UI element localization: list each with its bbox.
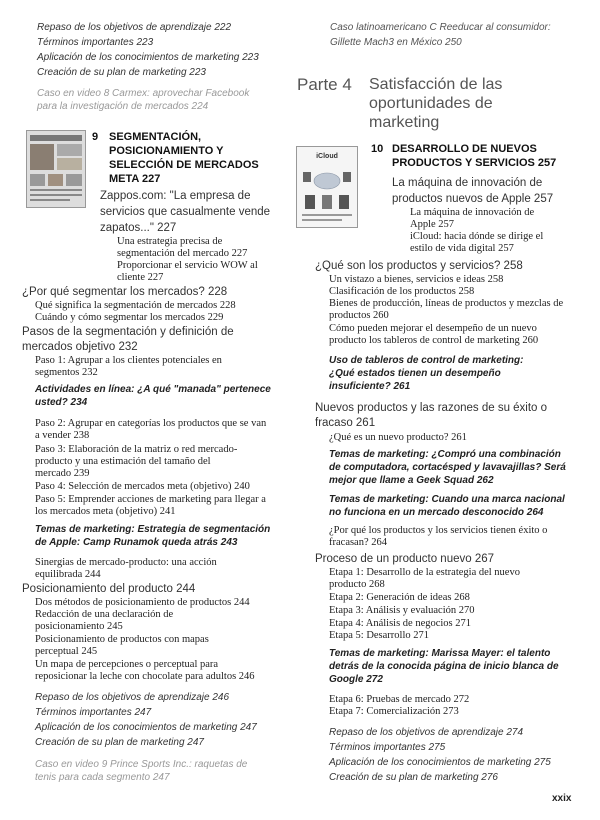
toc-subsection: Qué significa la segmentación de mercados 228 xyxy=(35,300,236,311)
icloud-page-image xyxy=(297,147,357,227)
toc-section: mercados objetivo 232 xyxy=(22,341,138,353)
toc-subsection: equilibrada 244 xyxy=(35,569,101,580)
chapter-opening-subentry: cliente 227 xyxy=(117,272,164,283)
toc-subsection: posicionamiento 245 xyxy=(35,621,123,632)
toc-subsection: Clasificación de los productos 258 xyxy=(329,286,475,297)
video-case-entry: para la investigación de mercados 224 xyxy=(37,101,209,112)
toc-recap-item: Repaso de los objetivos de aprendizaje 246 xyxy=(35,692,230,703)
part-title-line: oportunidades de xyxy=(369,95,493,112)
toc-subsection: Etapa 2: Generación de ideas 268 xyxy=(329,592,470,603)
toc-subsection: ¿Por qué los productos y los servicios tienen éxito o xyxy=(329,525,548,536)
toc-subsection: ¿Qué es un nuevo producto? 261 xyxy=(329,432,467,443)
toc-subsection: Etapa 1: Desarrollo de la estrategia del nuevo xyxy=(329,567,520,578)
toc-feature: usted? 234 xyxy=(35,397,88,408)
video-case-entry: Caso en video 9 Prince Sports Inc.: raquetas de xyxy=(35,759,248,770)
chapter-number: 9 xyxy=(92,131,99,143)
toc-subsection: productos 260 xyxy=(329,310,389,321)
toc-section: ¿Qué son los productos y servicios? 258 xyxy=(315,260,523,272)
toc-feature: de Apple: Camp Runamok queda atrás 243 xyxy=(35,537,238,548)
toc-subsection: Etapa 6: Pruebas de mercado 272 xyxy=(329,694,470,705)
toc-subsection: los mercados meta (objetivo) 241 xyxy=(35,506,176,517)
toc-feature: ¿Qué estados tienen un desempeño xyxy=(329,368,501,379)
latin-case-entry: Gillette Mach3 en México 250 xyxy=(330,37,462,48)
toc-section: Pasos de la segmentación y definición de xyxy=(22,326,234,338)
video-case-entry: tenis para cada segmento 247 xyxy=(35,772,170,783)
toc-subsection: Etapa 4: Análisis de negocios 271 xyxy=(329,618,472,629)
toc-feature: Temas de marketing: Marissa Mayer: el talento xyxy=(329,648,551,659)
toc-subsection: Paso 5: Emprender acciones de marketing para llegar a xyxy=(35,494,266,505)
toc-feature: Actividades en línea: ¿A qué "manada" pertenece xyxy=(35,384,271,395)
toc-subsection: segmentos 232 xyxy=(35,367,98,378)
toc-subsection: Un vistazo a bienes, servicios e ideas 258 xyxy=(329,274,504,285)
chapter-number: 10 xyxy=(371,143,384,155)
toc-subsection: producto los tableros de control de marketing 260 xyxy=(329,335,539,346)
toc-recap-item: Términos importantes 223 xyxy=(37,37,154,48)
chapter-opening-line: zapatos..." 227 xyxy=(100,222,177,234)
toc-recap-item: Aplicación de los conocimientos de marketing 223 xyxy=(37,52,259,63)
chapter-title-line: POSICIONAMIENTO Y xyxy=(109,145,224,157)
toc-subsection: Redacción de una declaración de xyxy=(35,609,174,620)
chapter-opening-subentry: Una estrategia precisa de xyxy=(117,236,223,247)
toc-section: Posicionamiento del producto 244 xyxy=(22,583,196,595)
toc-subsection: perceptual 245 xyxy=(35,646,98,657)
toc-feature: Uso de tableros de control de marketing: xyxy=(329,355,524,366)
chapter-opening-subentry: Apple 257 xyxy=(410,219,455,230)
toc-recap-item: Repaso de los objetivos de aprendizaje 274 xyxy=(329,727,524,738)
toc-subsection: Paso 1: Agrupar a los clientes potenciales en xyxy=(35,355,222,366)
toc-feature: Temas de marketing: ¿Compró una combinación xyxy=(329,449,561,460)
toc-feature: mejor que llame a Geek Squad 262 xyxy=(329,475,494,486)
toc-feature: Temas de marketing: Estrategia de segmentación xyxy=(35,524,271,535)
part-title-line: Satisfacción de las xyxy=(369,76,503,93)
toc-subsection: producto 268 xyxy=(329,579,385,590)
toc-recap-item: Términos importantes 247 xyxy=(35,707,152,718)
toc-feature: detrás de la conocida página de inicio blanca de xyxy=(329,661,559,672)
chapter-opening-subentry: iCloud: hacia dónde se dirige el xyxy=(410,231,544,242)
toc-subsection: Paso 3: Elaboración de la matriz o red mercado- xyxy=(35,444,238,455)
part-title-line: marketing xyxy=(369,114,440,131)
toc-subsection: fracasan? 264 xyxy=(329,537,388,548)
chapter-opening-line: servicios que casualmente vende xyxy=(100,206,271,218)
chapter-opening-subentry: Proporcionar el servicio WOW al xyxy=(117,260,258,271)
toc-subsection: Posicionamiento de productos con mapas xyxy=(35,634,209,645)
chapter-opening-subentry: estilo de vida digital 257 xyxy=(410,243,514,254)
video-case-entry: Caso en video 8 Carmex: aprovechar Facebook xyxy=(37,88,250,99)
toc-subsection: producto y una estimación del tamaño del xyxy=(35,456,211,467)
toc-subsection: mercado 239 xyxy=(35,468,90,479)
toc-subsection: Cuándo y cómo segmentar los mercados 229 xyxy=(35,312,224,323)
toc-feature: no funciona en un mercado desconocido 264 xyxy=(329,507,544,518)
toc-section: fracaso 261 xyxy=(315,417,376,429)
chapter-opening-subentry: segmentación del mercado 227 xyxy=(117,248,248,259)
chapter-opening-line: La máquina de innovación de xyxy=(392,177,543,189)
toc-recap-item: Creación de su plan de marketing 223 xyxy=(37,67,206,78)
chapter-10-thumbnail xyxy=(296,146,358,228)
latin-case-entry: Caso latinoamericano C Reeducar al consumidor: xyxy=(330,22,551,33)
toc-recap-item: Aplicación de los conocimientos de marketing 275 xyxy=(329,757,551,768)
toc-subsection: Un mapa de percepciones o perceptual para xyxy=(35,659,219,670)
chapter-title-line: PRODUCTOS Y SERVICIOS 257 xyxy=(392,157,557,169)
chapter-opening-line: Zappos.com: "La empresa de xyxy=(100,190,251,202)
toc-subsection: Etapa 5: Desarrollo 271 xyxy=(329,630,430,641)
toc-subsection: Paso 4: Selección de mercados meta (objetivo) 240 xyxy=(35,481,250,492)
chapter-opening-line: productos nuevos de Apple 257 xyxy=(392,193,554,205)
toc-feature: insuficiente? 261 xyxy=(329,381,411,392)
toc-feature: Google 272 xyxy=(329,674,383,685)
zappos-page-image xyxy=(27,131,85,207)
toc-recap-item: Creación de su plan de marketing 276 xyxy=(329,772,498,783)
toc-subsection: Etapa 7: Comercialización 273 xyxy=(329,706,459,717)
chapter-9-thumbnail xyxy=(26,130,86,208)
chapter-title-line: SEGMENTACIÓN, xyxy=(109,131,202,143)
toc-subsection: Etapa 3: Análisis y evaluación 270 xyxy=(329,605,475,616)
toc-recap-item: Creación de su plan de marketing 247 xyxy=(35,737,204,748)
toc-recap-item: Términos importantes 275 xyxy=(329,742,446,753)
toc-subsection: Bienes de producción, líneas de productos y mezclas de xyxy=(329,298,564,309)
toc-recap-item: Aplicación de los conocimientos de marketing 247 xyxy=(35,722,257,733)
toc-section: ¿Por qué segmentar los mercados? 228 xyxy=(22,286,228,298)
chapter-title-line: META 227 xyxy=(109,173,161,185)
page-number: xxix xyxy=(552,793,572,804)
toc-subsection: reposicionar la leche con chocolate para adultos 246 xyxy=(35,671,255,682)
toc-subsection: a vender 238 xyxy=(35,430,90,441)
toc-subsection: Paso 2: Agrupar en categorías los productos que se van xyxy=(35,418,267,429)
toc-recap-item: Repaso de los objetivos de aprendizaje 222 xyxy=(37,22,232,33)
part-label: Parte 4 xyxy=(297,75,352,94)
toc-feature: Temas de marketing: Cuando una marca nacional xyxy=(329,494,565,505)
toc-feature: de computadora, cortacésped y lavavajillas? Será xyxy=(329,462,566,473)
toc-section: Proceso de un producto nuevo 267 xyxy=(315,553,495,565)
toc-subsection: Sinergias de mercado-producto: una acción xyxy=(35,557,217,568)
chapter-title-line: SELECCIÓN DE MERCADOS xyxy=(109,159,259,171)
chapter-title-line: DESARROLLO DE NUEVOS xyxy=(392,143,537,155)
thumb-label: iCloud xyxy=(316,153,338,160)
chapter-opening-subentry: La máquina de innovación de xyxy=(410,207,535,218)
toc-subsection: Dos métodos de posicionamiento de productos 244 xyxy=(35,597,250,608)
toc-section: Nuevos productos y las razones de su éxito o xyxy=(315,402,548,414)
toc-subsection: Cómo pueden mejorar el desempeño de un nuevo xyxy=(329,323,537,334)
